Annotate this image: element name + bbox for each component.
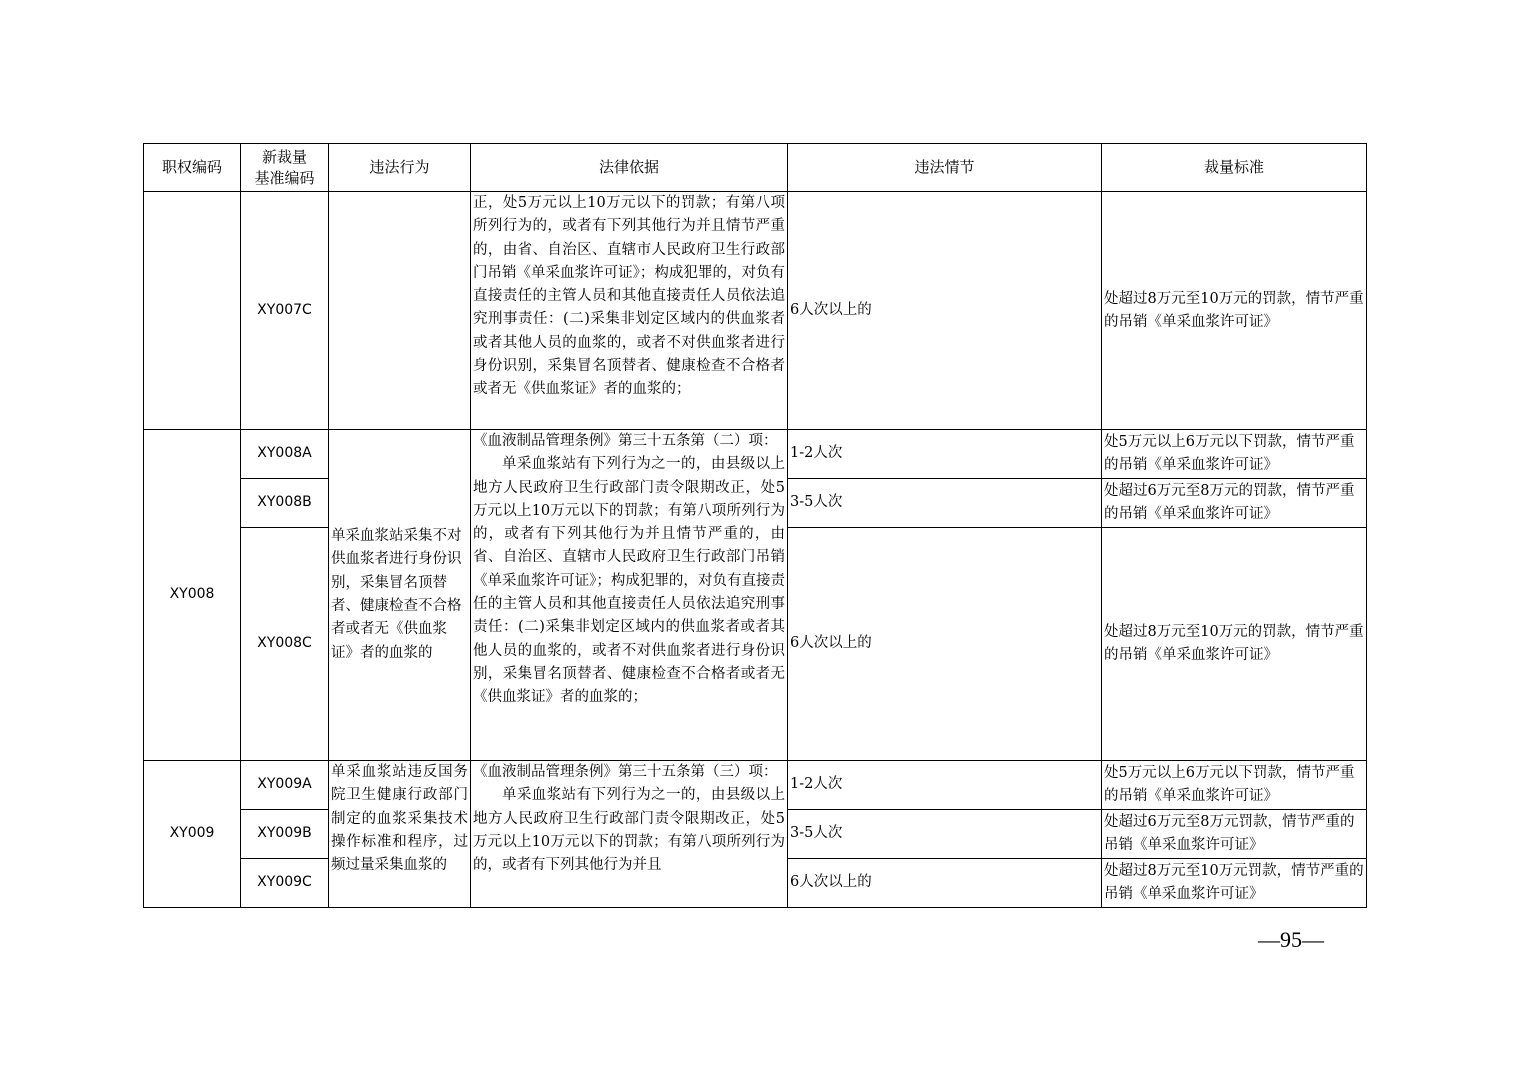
table-row-xy009a: [144, 761, 1367, 810]
header-new-code-line2: 基准编码: [254, 168, 315, 187]
new-code-cell: XY009B: [241, 810, 329, 859]
legal-basis-text: 单采血浆站有下列行为之一的，由县级以上地方人民政府卫生行政部门责令限期改正，处5万元以上10万元以下的罚款；有第八项所列行为的，或者有下列其他行为并且情节严重的，由省、自治区、直辖市人民政府卫生行政部门吊销《单采血浆许可证》；构成犯罪的，对负有直接责任的主管人员和其他直接责任人员依法追究刑事责任：(二)采集非划定区域内的供血浆者或者其他人员的血浆的，或者不对供血浆者进行身份识别，采集冒名顶替者、健康检查不合格者或者无《供血浆证》者的血浆的；: [473, 456, 785, 706]
power-code-cell: XY008: [144, 430, 241, 761]
new-code-cell: XY009C: [241, 859, 329, 908]
power-code-cell: XY009: [144, 761, 241, 908]
legal-basis-title: 《血液制品管理条例》第三十五条第（二）项：: [473, 433, 778, 449]
standard-cell: 处超过6万元至8万元的罚款，情节严重的吊销《单采血浆许可证》: [1102, 479, 1367, 528]
legal-basis-title: 《血液制品管理条例》第三十五条第（三）项：: [473, 764, 778, 780]
header-violation: 违法行为: [329, 144, 471, 192]
new-code-cell: XY007C: [241, 192, 329, 430]
standard-cell: 处超过8万元至10万元的罚款，情节严重的吊销《单采血浆许可证》: [1102, 192, 1367, 430]
table-row-xy008a: [144, 430, 1367, 479]
circumstance-cell: 1-2人次: [788, 761, 1102, 810]
header-power-code: 职权编码: [144, 144, 241, 192]
standard-cell: 处5万元以上6万元以下罚款，情节严重的吊销《单采血浆许可证》: [1102, 430, 1367, 479]
standard-cell: 处超过6万元至8万元罚款，情节严重的吊销《单采血浆许可证》: [1102, 810, 1367, 859]
new-code-cell: XY008B: [241, 479, 329, 528]
header-standard: 裁量标准: [1102, 144, 1367, 192]
header-row: [144, 144, 1367, 192]
header-circumstance: 违法情节: [788, 144, 1102, 192]
new-code-cell: XY008C: [241, 528, 329, 761]
header-new-code-line1: 新裁量: [261, 147, 307, 166]
standard-cell: 处超过8万元至10万元罚款，情节严重的吊销《单采血浆许可证》: [1102, 859, 1367, 908]
legal-basis-text: 单采血浆站有下列行为之一的，由县级以上地方人民政府卫生行政部门责令限期改正，处5万元以上10万元以下的罚款；有第八项所列行为的，或者有下列其他行为并且: [473, 787, 785, 874]
power-code-cell-empty: [144, 192, 241, 430]
circumstance-cell: 6人次以上的: [788, 859, 1102, 908]
legal-basis-cell: 正，处5万元以上10万元以下的罚款；有第八项所列行为的，或者有下列其他行为并且情节严重的，由省、自治区、直辖市人民政府卫生行政部门吊销《单采血浆许可证》；构成犯罪的，对负有直接责任的主管人员和其他直接责任人员依法追究刑事责任：(二)采集非划定区域内的供血浆者或者其他人员的血浆的，或者不对供血浆者进行身份识别，采集冒名顶替者、健康检查不合格者或者无《供血浆证》者的血浆的；: [471, 192, 788, 430]
circumstance-cell: 1-2人次: [788, 430, 1102, 479]
violation-cell-empty: [329, 192, 471, 430]
header-legal-basis: 法律依据: [471, 144, 788, 192]
table-row-xy007c: [144, 192, 1367, 430]
legal-basis-cell: [471, 430, 788, 761]
violation-cell: 单采血浆站违反国务院卫生健康行政部门制定的血浆采集技术操作标准和程序，过频过量采集血浆的: [329, 761, 471, 908]
violation-cell: 单采血浆站采集不对供血浆者进行身份识别，采集冒名顶替者、健康检查不合格者或者无《供血浆证》者的血浆的: [329, 430, 471, 761]
header-new-code: [241, 144, 329, 192]
new-code-cell: XY009A: [241, 761, 329, 810]
circumstance-cell: 3-5人次: [788, 810, 1102, 859]
penalty-standard-table: [143, 143, 1367, 908]
legal-basis-cell: [471, 761, 788, 908]
circumstance-cell: 3-5人次: [788, 479, 1102, 528]
circumstance-cell: 6人次以上的: [788, 528, 1102, 761]
new-code-cell: XY008A: [241, 430, 329, 479]
page-number: —95—: [1258, 927, 1324, 952]
standard-cell: 处超过8万元至10万元的罚款，情节严重的吊销《单采血浆许可证》: [1102, 528, 1367, 761]
standard-cell: 处5万元以上6万元以下罚款，情节严重的吊销《单采血浆许可证》: [1102, 761, 1367, 810]
circumstance-cell: 6人次以上的: [788, 192, 1102, 430]
